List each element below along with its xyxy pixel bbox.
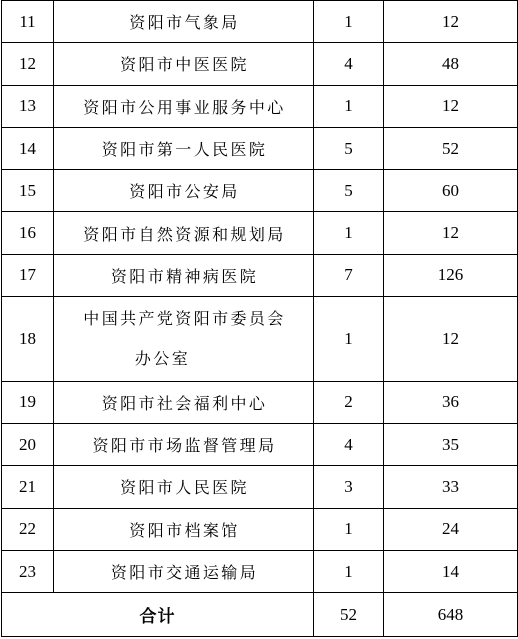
org-name-line: 中国共产党资阳市委员会: [83, 308, 286, 328]
value-cell: 60: [384, 170, 518, 212]
org-name: 资阳市人民医院: [54, 466, 314, 508]
count-cell: 4: [314, 423, 384, 465]
row-number: 22: [2, 508, 54, 550]
table-row: [2, 85, 518, 127]
row-number: 21: [2, 466, 54, 508]
value-cell: 33: [384, 466, 518, 508]
value-cell: 36: [384, 381, 518, 423]
row-number: 15: [2, 170, 54, 212]
value-cell: 24: [384, 508, 518, 550]
table-row: [2, 212, 518, 254]
count-cell: 7: [314, 254, 384, 296]
data-table: [1, 0, 518, 637]
value-cell: 52: [384, 127, 518, 169]
table-row: [2, 127, 518, 169]
table-row: [2, 43, 518, 85]
table-row: [2, 423, 518, 465]
row-number: 16: [2, 212, 54, 254]
org-name: 资阳市交通运输局: [54, 550, 314, 592]
total-count: 52: [314, 593, 384, 637]
org-name: 资阳市精神病医院: [54, 254, 314, 296]
count-cell: 1: [314, 297, 384, 382]
org-name: 资阳市市场监督管理局: [54, 423, 314, 465]
row-number: 23: [2, 550, 54, 592]
row-number: 17: [2, 254, 54, 296]
count-cell: 1: [314, 550, 384, 592]
value-cell: 14: [384, 550, 518, 592]
count-cell: 3: [314, 466, 384, 508]
value-cell: 126: [384, 254, 518, 296]
row-number: 19: [2, 381, 54, 423]
row-number: 13: [2, 85, 54, 127]
value-cell: 12: [384, 1, 518, 43]
count-cell: 1: [314, 85, 384, 127]
count-cell: 1: [314, 212, 384, 254]
table-row: [2, 550, 518, 592]
total-row: [2, 593, 518, 637]
count-cell: 5: [314, 170, 384, 212]
table-row: [2, 254, 518, 296]
org-name: 资阳市气象局: [54, 1, 314, 43]
count-cell: 2: [314, 381, 384, 423]
org-name: 资阳市中医医院: [54, 43, 314, 85]
value-cell: 35: [384, 423, 518, 465]
org-name: 资阳市公用事业服务中心: [54, 85, 314, 127]
org-name: 资阳市公安局: [54, 170, 314, 212]
org-name: 资阳市档案馆: [54, 508, 314, 550]
table-row: [2, 466, 518, 508]
count-cell: 5: [314, 127, 384, 169]
org-name: 资阳市自然资源和规划局: [54, 212, 314, 254]
count-cell: 1: [314, 1, 384, 43]
org-name-line: 办公室: [134, 348, 191, 368]
row-number: 14: [2, 127, 54, 169]
row-number: 12: [2, 43, 54, 85]
count-cell: 4: [314, 43, 384, 85]
table-row: [2, 508, 518, 550]
row-number: 20: [2, 423, 54, 465]
row-number: 18: [2, 297, 54, 382]
org-name: 资阳市社会福利中心: [54, 381, 314, 423]
table-row: [2, 381, 518, 423]
table-row: [2, 170, 518, 212]
value-cell: 12: [384, 212, 518, 254]
value-cell: 48: [384, 43, 518, 85]
org-name: 资阳市第一人民医院: [54, 127, 314, 169]
count-cell: 1: [314, 508, 384, 550]
total-value: 648: [384, 593, 518, 637]
org-name: [54, 297, 314, 382]
value-cell: 12: [384, 297, 518, 382]
row-number: 11: [2, 1, 54, 43]
total-label: 合计: [2, 593, 314, 637]
table-row: [2, 297, 518, 382]
value-cell: 12: [384, 85, 518, 127]
table-row: [2, 1, 518, 43]
